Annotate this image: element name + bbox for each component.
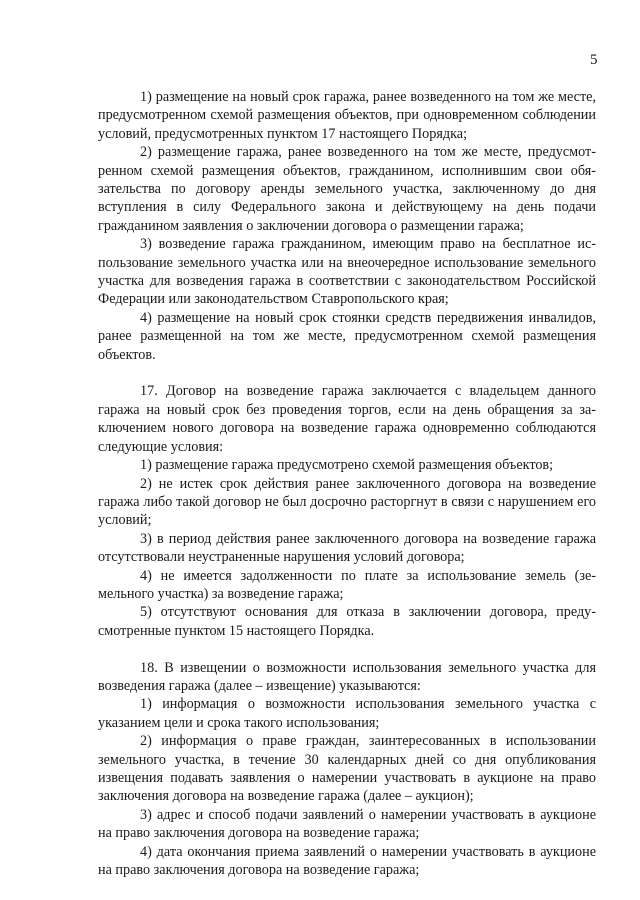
page-number: 5 xyxy=(590,52,598,68)
paragraph: 2) информация о праве граждан, заинтересованных в использовании земельного участка, в течение 30 календарных дней со дня опубликования извещения подавать заявления о намерении участвовать в аукционе на право заключения договора на возведение гаража (далее – аукцион); xyxy=(98,733,596,805)
paragraph: 3) адрес и способ подачи заявлений о намерении участвовать в аукционе на право заключения договора на возведение гаража; xyxy=(98,806,596,842)
paragraph: 4) размещение на новый срок стоянки средств передвижения инвалидов, ранее размещенной на том же месте, предусмотренном схемой размещения объектов. xyxy=(98,309,596,363)
paragraph: 1) размещение гаража предусмотрено схемой размещения объектов; xyxy=(140,457,554,474)
paragraph: 3) в период действия ранее заключенного договора на возведение гаража отсутствовали неустраненные нарушения условий договора; xyxy=(98,530,596,566)
paragraph: 3) возведение гаража гражданином, имеющим право на бесплатное использование земельного участка или на внеочередное использование земельного участка для возведения гаража в соответствии с законодательством Российской Федерации или законодательством Ставропольского края; xyxy=(98,236,596,308)
document-body xyxy=(98,88,596,879)
paragraph: 1) размещение на новый срок гаража, ранее возведенного на том же месте, предусмотренном схемой размещения объектов, при одновременном соблюдении условий, предусмотренных пунктом 17 настоящего Порядка; xyxy=(98,89,596,142)
paragraph: 18. В извещении о возможности использования земельного участка для возведения гаража (далее – извещение) указываются: xyxy=(98,659,596,694)
paragraph: 2) не истек срок действия ранее заключенного договора на возведение гаража либо такой договор не был досрочно расторгнут в связи с нарушением его условий; xyxy=(98,475,596,529)
paragraph: 1) информация о возможности использования земельного участка с указанием цели и срока такого использования; xyxy=(98,696,596,731)
paragraph: 4) не имеется задолженности по плате за использование земель (земельного участка) за возведение гаража; xyxy=(98,567,596,602)
paragraph: 5) отсутствуют основания для отказа в заключении договора, предусмотренные пунктом 15 настоящего Порядка. xyxy=(98,604,596,639)
paragraph: 4) дата окончания приема заявлений о намерении участвовать в аукционе на право заключения договора на возведение гаража; xyxy=(98,843,596,879)
paragraph: 17. Договор на возведение гаража заключается с владельцем данного гаража на новый срок без проведения торгов, если на день обращения за заключением нового договора на возведение гаража одновременно соблюдаются следующие условия: xyxy=(98,383,596,455)
paragraph: 2) размещение гаража, ранее возведенного на том же месте, предусмотренном схемой размещения объектов, гражданином, исполнившим свои обязательства по договору аренды земельного участка, заключенному до дня вступления в силу Федерального закона и действующему на день подачи гражданином заявления о заключении договора о размещении гаража; xyxy=(98,144,596,234)
